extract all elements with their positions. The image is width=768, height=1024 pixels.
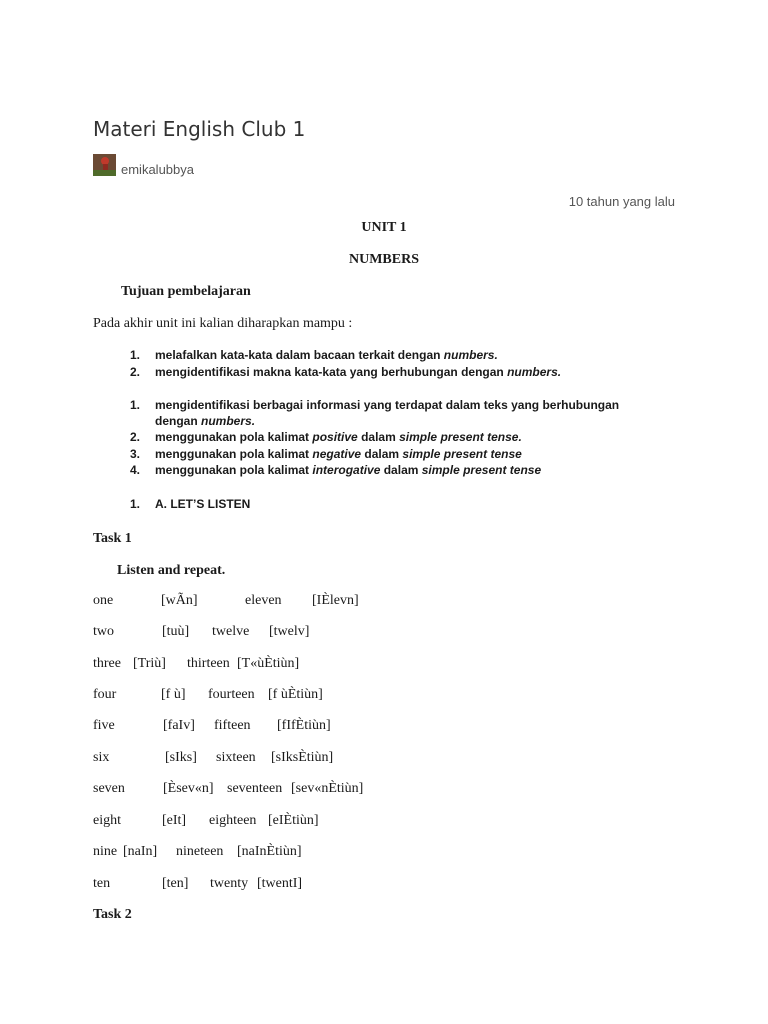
vocab-row (0, 750, 768, 770)
vocab-word: thirteen (187, 656, 230, 671)
vocab-word: seventeen (227, 781, 283, 796)
vocab-word: six (93, 750, 110, 765)
unit-title: NUMBERS (348, 252, 419, 267)
unit-label: UNIT 1 (361, 220, 407, 235)
vocab-word: eighteen (209, 813, 257, 828)
list-number: 1. (130, 348, 141, 362)
vocab-word: twelve (212, 624, 250, 639)
post-date: 10 tahun yang lalu (568, 194, 675, 209)
task2-heading: Task 2 (93, 907, 132, 922)
list-item (130, 430, 522, 444)
vocab-pronunciation: [T«ùÈtiùn] (237, 656, 300, 671)
list-text: menggunakan pola kalimat (155, 463, 313, 477)
goals-heading: Tujuan pembelajaran (121, 284, 251, 299)
vocab-word: four (93, 687, 117, 702)
list-emphasis: numbers. (507, 365, 562, 379)
list-emphasis: simple present tense. (399, 430, 522, 444)
list-text: menggunakan pola kalimat (155, 447, 313, 461)
vocab-pronunciation: [IÈlevn] (312, 593, 359, 608)
section-label: A. LET’S LISTEN (155, 497, 251, 511)
list-number: 1. (130, 497, 141, 511)
list-item-continuation (155, 414, 255, 428)
task1-heading: Task 1 (93, 531, 132, 546)
vocab-pronunciation: [ten] (162, 876, 189, 891)
vocab-word: sixteen (216, 750, 256, 765)
vocab-word: fourteen (208, 687, 255, 702)
vocab-word: three (93, 656, 121, 671)
list-item (130, 365, 561, 379)
vocab-row (0, 687, 768, 707)
list-item (130, 447, 522, 461)
vocab-pronunciation: [eIÈtiùn] (268, 813, 319, 828)
list-number: 4. (130, 463, 141, 477)
author-name[interactable]: emikalubbya (121, 162, 194, 177)
vocab-word: two (93, 624, 114, 639)
list-text: mengidentifikasi makna kata-kata yang berhubungan dengan (155, 365, 508, 379)
vocab-word: seven (93, 781, 125, 796)
section-heading (130, 497, 250, 511)
list-item (130, 463, 541, 477)
list-text: mengidentifikasi berbagai informasi yang terdapat dalam teks yang berhubungan (155, 398, 620, 412)
list-emphasis: simple present tense (402, 447, 522, 461)
vocab-pronunciation: [fIfÈtiùn] (277, 718, 331, 733)
vocab-row (0, 593, 768, 613)
list-number: 2. (130, 430, 141, 444)
vocab-word: eleven (245, 593, 282, 608)
list-item (130, 398, 619, 412)
vocab-word: twenty (210, 876, 249, 891)
vocab-pronunciation: [faIv] (163, 718, 195, 733)
list-emphasis: numbers. (201, 414, 256, 428)
vocab-pronunciation: [twelv] (269, 624, 310, 639)
vocab-pronunciation: [f ù] (161, 687, 186, 702)
vocab-pronunciation: [wÃn] (161, 593, 198, 608)
vocab-word: nine (93, 844, 118, 859)
vocab-word: fifteen (214, 718, 251, 733)
intro-text: Pada akhir unit ini kalian diharapkan mampu : (93, 316, 353, 331)
vocab-pronunciation: [twentI] (257, 876, 303, 891)
list-emphasis: simple present tense (421, 463, 542, 477)
vocab-pronunciation: [naInÈtiùn] (237, 844, 302, 859)
vocab-word: five (93, 718, 115, 733)
vocab-pronunciation: [tuù] (162, 624, 190, 639)
list-number: 3. (130, 447, 141, 461)
vocab-row (0, 718, 768, 738)
list-text: dalam (361, 447, 403, 461)
vocab-row (0, 813, 768, 833)
list-text: dalam (380, 463, 422, 477)
list-text: menggunakan pola kalimat (155, 430, 313, 444)
vocab-word: eight (93, 813, 121, 828)
list-item (130, 348, 498, 362)
vocab-word: nineteen (176, 844, 224, 859)
vocab-row (0, 624, 768, 644)
page-title: Materi English Club 1 (93, 117, 306, 141)
vocab-row (0, 656, 768, 676)
list-text: melafalkan kata-kata dalam bacaan terkait dengan (155, 348, 444, 362)
vocab-row (0, 781, 768, 801)
vocab-row (0, 844, 768, 864)
vocab-row (0, 876, 768, 896)
vocab-pronunciation: [sIks] (165, 750, 197, 765)
vocab-word: one (93, 593, 114, 608)
vocab-pronunciation: [f ùÈtiùn] (268, 687, 323, 702)
vocab-pronunciation: [sev«nÈtiùn] (291, 781, 364, 796)
vocab-pronunciation: [Èsev«n] (163, 781, 214, 796)
list-emphasis: interogative (312, 463, 381, 477)
list-text: dalam (357, 430, 400, 444)
vocab-pronunciation: [Triù] (133, 656, 166, 671)
vocab-pronunciation: [sIksÈtiùn] (271, 750, 334, 765)
vocab-pronunciation: [naIn] (123, 844, 158, 859)
list-number: 1. (130, 398, 141, 412)
list-emphasis: negative (312, 447, 362, 461)
vocab-word: ten (93, 876, 111, 891)
list-text: dengan (155, 414, 202, 428)
avatar[interactable] (93, 154, 116, 176)
vocab-pronunciation: [eIt] (162, 813, 187, 828)
task1-instruction: Listen and repeat. (117, 563, 226, 578)
list-emphasis: positive (312, 430, 358, 444)
list-number: 2. (130, 365, 141, 379)
list-emphasis: numbers. (443, 348, 498, 362)
